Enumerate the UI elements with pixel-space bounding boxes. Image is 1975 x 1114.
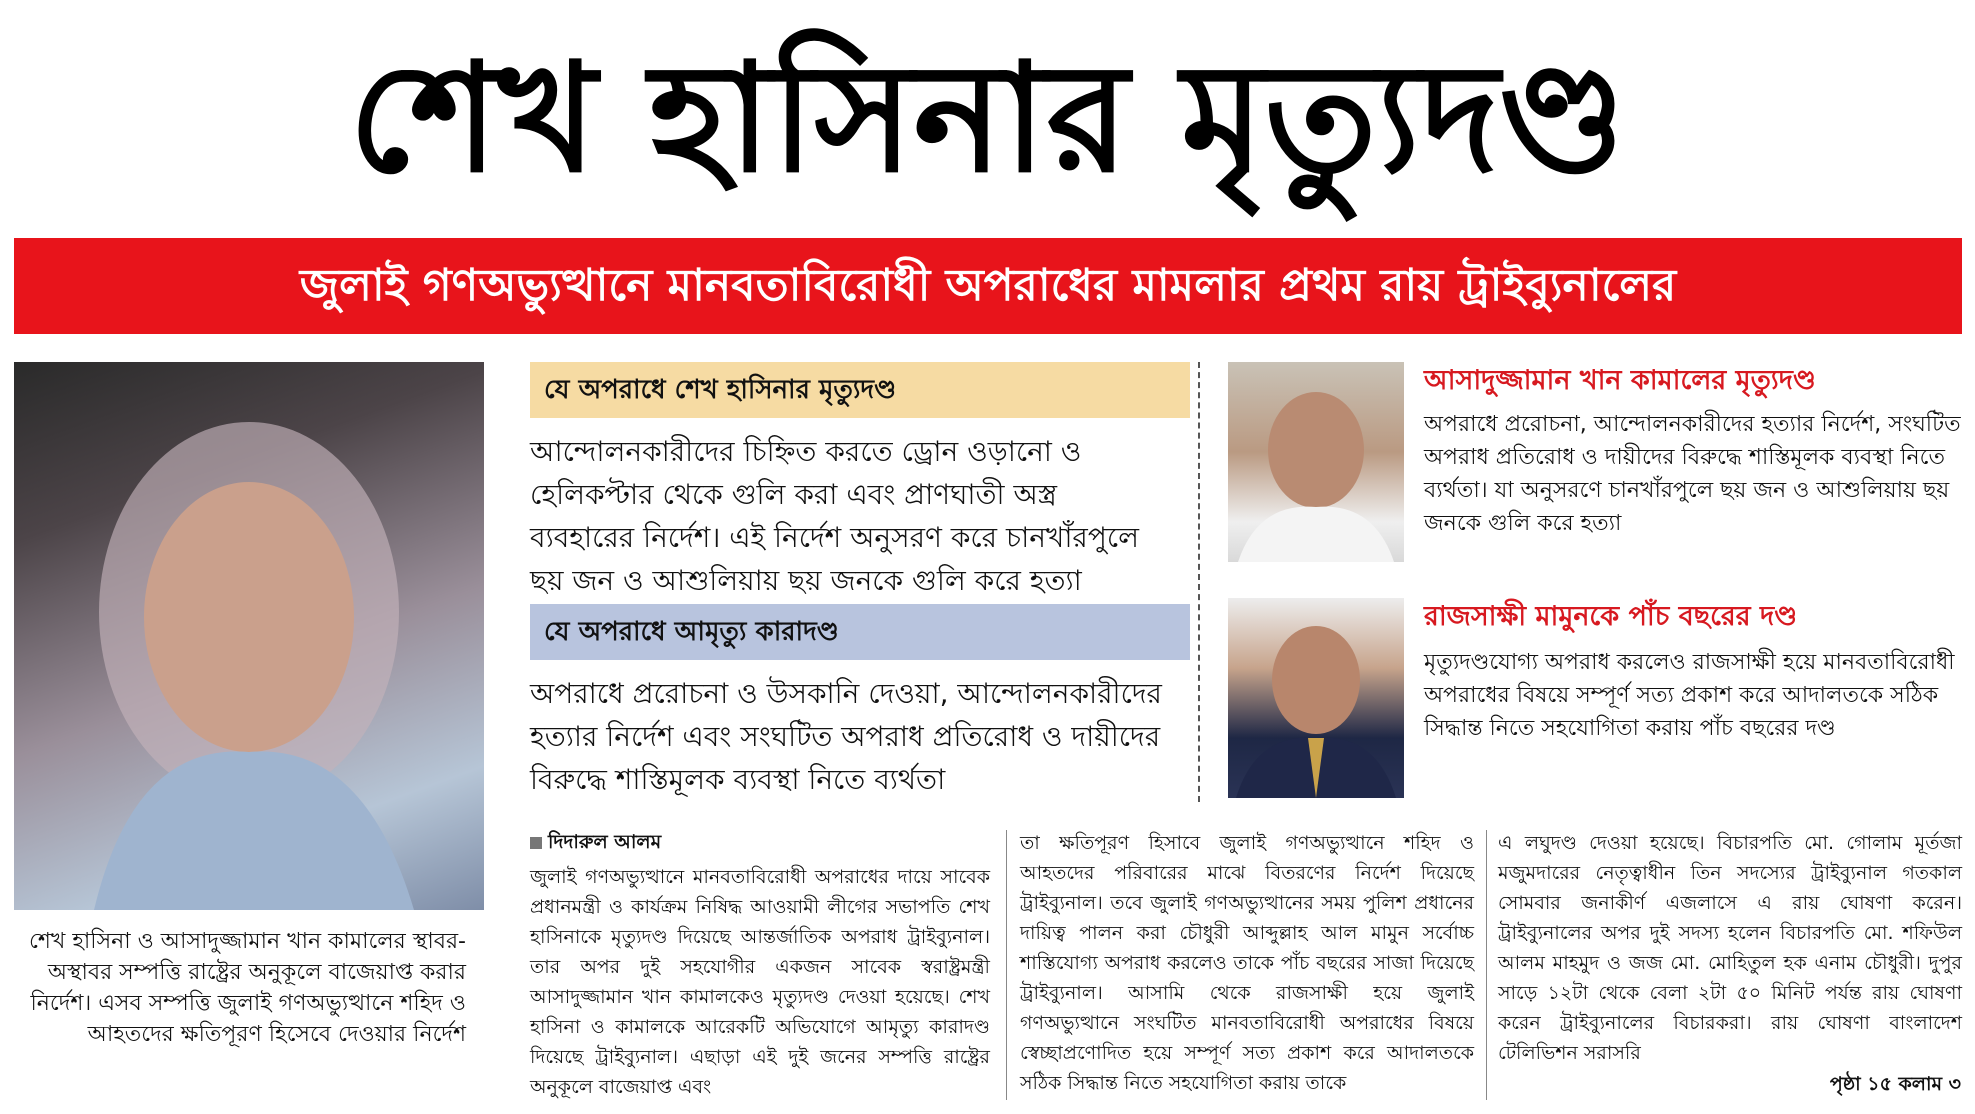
kamal-death-sentence-heading: আসাদুজ্জামান খান কামালের মৃত্যুদণ্ড [1424,365,1816,396]
article-column-1: জুলাই গণঅভ্যুত্থানে মানবতাবিরোধী অপরাধের দায়ে সাবেক প্রধানমন্ত্রী ও কার্যক্রম নিষিদ্ধ আওয়ামী লীগের সভাপতি শেখ হাসিনাকে মৃত্যুদণ্ড দিয়েছে আন্তর্জাতিক অপরাধ ট্রাইব্যুনাল। তার অপর দুই সহযোগীর একজন সাবেক স্বরাষ্ট্রমন্ত্রী আসাদুজ্জামান খান কামালকেও মৃত্যুদণ্ড দেওয়া হয়েছে। শেখ হাসিনা ও কামালকে আরেকটি অভিযোগে আমৃত্যু কারাদণ্ড দিয়েছে ট্রাইব্যুনাল। এছাড়া এই দুই জনের সম্পত্তি রাষ্ট্রের অনুকূলে বাজেয়াপ্ত এবং [530,866,990,1098]
byline-author: দিদারুল আলম [548,831,662,853]
continued-on-page[interactable]: পৃষ্ঠা ১৫ কলাম ৩ [1829,1073,1961,1095]
column-rule [1486,830,1487,1100]
portrait-silhouette-icon [1228,598,1404,798]
byline [530,828,970,860]
photo-caption: শেখ হাসিনা ও আসাদুজ্জামান খান কামালের স্থাবর-অস্থাবর সম্পত্তি রাষ্ট্রের অনুকূলে বাজেয়াপ্ত করার নির্দেশ। এসব সম্পত্তি জুলাই গণঅভ্যুত্থানে শহিদ ও আহতদের ক্ষতিপূরণ হিসেবে দেওয়ার নির্দেশ [28,929,466,1047]
portrait-silhouette-icon [14,362,484,910]
article-column-2: তা ক্ষতিপূরণ হিসাবে জুলাই গণঅভ্যুত্থানে শহিদ ও আহতদের পরিবারের মাঝে বিতরণের নির্দেশ দিয়েছে ট্রাইব্যুনাল। তবে জুলাই গণঅভ্যুত্থানের সময় পুলিশ প্রধানের দায়িত্ব পালন করা চৌধুরী আব্দুল্লাহ আল মামুন সর্বোচ্চ শাস্তিযোগ্য অপরাধ করলেও তাকে পাঁচ বছরের সাজা দিয়েছে ট্রাইব্যুনাল। আসামি থেকে রাজসাক্ষী হয়ে জুলাই গণঅভ্যুত্থানে সংঘটিত মানবতাবিরোধী অপরাধের বিষয়ে স্বেচ্ছাপ্রণোদিত হয়ে সম্পূর্ণ সত্য প্রকাশ করে আদালতকে সঠিক সিদ্ধান্ত নিতে সহযোগিতা করায় তাকে [1020,832,1474,1094]
hasina-death-sentence-crime-text: আন্দোলনকারীদের চিহ্নিত করতে ড্রোন ওড়ানো ও হেলিকপ্টার থেকে গুলি করা এবং প্রাণঘাতী অস্ত্র ব্যবহারের নির্দেশ। এই নির্দেশ অনুসরণ করে চানখাঁরপুলে ছয় জন ও আশুলিয়ায় ছয় জনকে গুলি করে হত্যা [530,435,1139,597]
life-imprisonment-crime-heading: যে অপরাধে আমৃত্যু কারাদণ্ড [530,604,1190,660]
portrait-silhouette-icon [1228,362,1404,562]
sheikh-hasina-photo [14,362,484,910]
chowdhury-abdullah-al-mamun-photo [1228,598,1404,798]
mamun-sentence-heading: রাজসাক্ষী মামুনকে পাঁচ বছরের দণ্ড [1424,601,1798,632]
hasina-death-sentence-crime-heading: যে অপরাধে শেখ হাসিনার মৃত্যুদণ্ড [530,362,1190,418]
life-imprisonment-crime-text: অপরাধে প্ররোচনা ও উসকানি দেওয়া, আন্দোলনকারীদের হত্যার নির্দেশ এবং সংঘটিত অপরাধ প্রতিরোধ ও দায়ীদের বিরুদ্ধে শাস্তিমূলক ব্যবস্থা নিতে ব্যর্থতা [530,677,1162,796]
square-bullet-icon [530,837,542,849]
column-rule [1006,830,1007,1100]
article-column-3: এ লঘুদণ্ড দেওয়া হয়েছে। বিচারপতি মো. গোলাম মূর্তজা মজুমদারের নেতৃত্বাধীন তিন সদস্যের ট্রাইব্যুনাল গতকাল সোমবার জনাকীর্ণ এজলাসে এ রায় ঘোষণা করেন। ট্রাইব্যুনালের অপর দুই সদস্য হলেন বিচারপতি মো. শফিউল আলম মাহমুদ ও জজ মো. মোহিতুল হক এনাম চৌধুরী। দুপুর সাড়ে ১২টা থেকে বেলা ২টা ৫০ মিনিট পর্যন্ত রায় ঘোষণা করেন ট্রাইব্যুনালের বিচারকরা। রায় ঘোষণা বাংলাদেশ টেলিভিশন সরাসরি [1498,832,1962,1064]
kamal-death-sentence-text: অপরাধে প্ররোচনা, আন্দোলনকারীদের হত্যার নির্দেশ, সংঘটিত অপরাধ প্রতিরোধ ও দায়ীদের বিরুদ্ধে শাস্তিমূলক ব্যবস্থা নিতে ব্যর্থতা। যা অনুসরণে চানখাঁরপুলে ছয় জন ও আশুলিয়ায় ছয় জনকে গুলি করে হত্যা [1424,412,1961,536]
dashed-divider [1198,362,1200,802]
asaduzzaman-khan-kamal-photo [1228,362,1404,562]
mamun-sentence-text: মৃত্যুদণ্ডযোগ্য অপরাধ করলেও রাজসাক্ষী হয়ে মানবতাবিরোধী অপরাধের বিষয়ে সম্পূর্ণ সত্য প্রকাশ করে আদালতকে সঠিক সিদ্ধান্ত নিতে সহযোগিতা করায় পাঁচ বছরের দণ্ড [1424,650,1955,741]
headline: শেখ হাসিনার মৃত্যুদণ্ড [348,30,1627,206]
red-banner-subheadline: জুলাই গণঅভ্যুত্থানে মানবতাবিরোধী অপরাধের মামলার প্রথম রায় ট্রাইব্যুনালের [14,238,1962,334]
